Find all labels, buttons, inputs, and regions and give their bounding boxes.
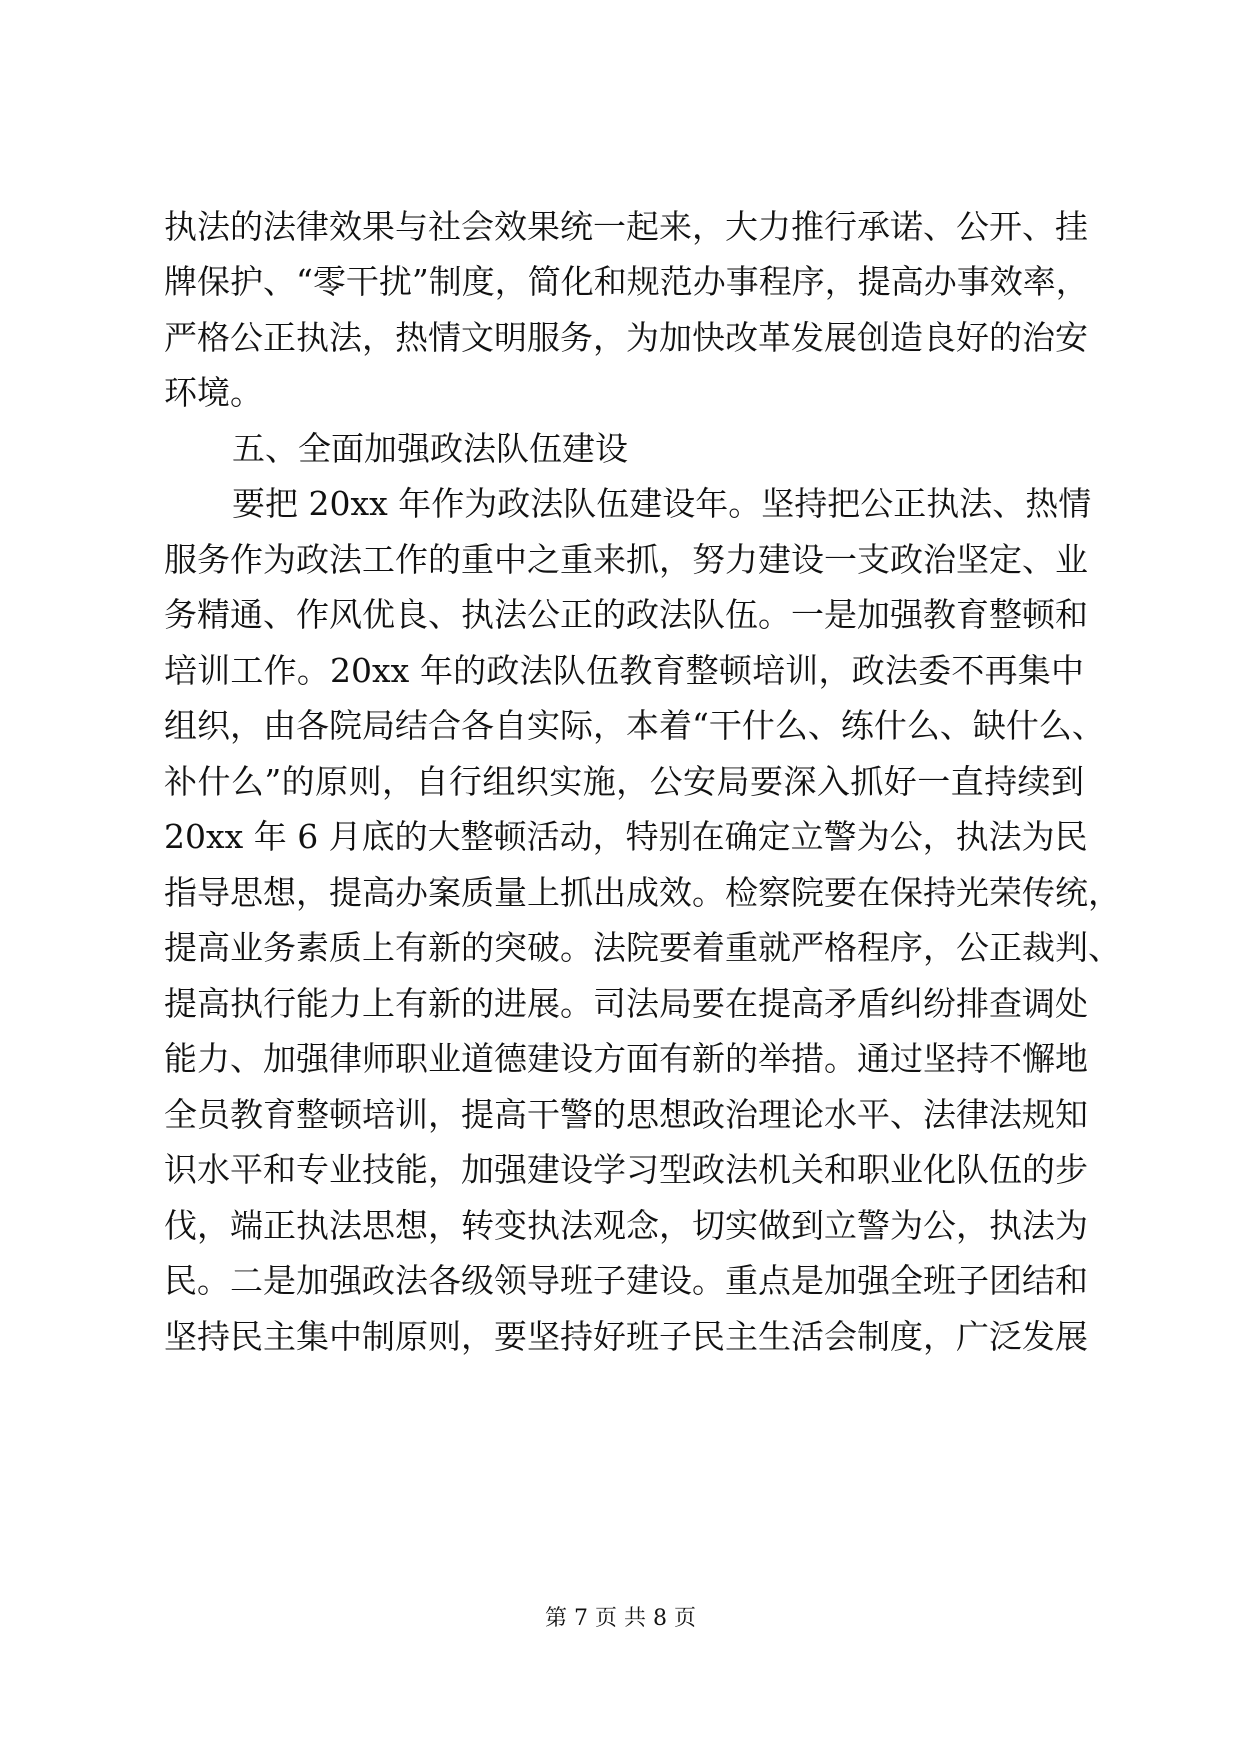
body-text-line: 服务作为政法工作的重中之重来抓，努力建设一支政治坚定、业 (164, 540, 1088, 579)
body-text-line: 伐，端正执法思想，转变执法观念，切实做到立警为公，执法为 (164, 1206, 1088, 1245)
body-text-line: 组织，由各院局结合各自实际，本着“干什么、练什么、缺什么、 (164, 706, 1105, 745)
page-footer: 第 7 页 共 8 页 (545, 1606, 696, 1631)
body-text-line: 民。二是加强政法各级领导班子建设。重点是加强全班子团结和 (164, 1261, 1088, 1300)
body-text-line: 坚持民主集中制原则，要坚持好班子民主生活会制度，广泛发展 (164, 1317, 1088, 1356)
body-text-line: 严格公正执法，热情文明服务，为加快改革发展创造良好的治安 (164, 318, 1088, 357)
body-text-line: 补什么”的原则，自行组织实施，公安局要深入抓好一直持续到 (164, 762, 1084, 801)
body-text-line: 能力、加强律师职业道德建设方面有新的举措。通过坚持不懈地 (164, 1039, 1088, 1078)
body-text-line: 牌保护、“零干扰”制度，简化和规范办事程序，提高办事效率， (164, 262, 1089, 301)
body-text-line: 20xx 年 6 月底的大整顿活动，特别在确定立警为公，执法为民 (164, 817, 1088, 856)
body-text-line: 环境。 (164, 373, 263, 412)
body-text-line: 务精通、作风优良、执法公正的政法队伍。一是加强教育整顿和 (164, 595, 1088, 634)
body-text-line: 识水平和专业技能，加强建设学习型政法机关和职业化队伍的步 (164, 1150, 1088, 1189)
body-text-line: 执法的法律效果与社会效果统一起来，大力推行承诺、公开、挂 (164, 207, 1088, 246)
body-text-line: 提高执行能力上有新的进展。司法局要在提高矛盾纠纷排查调处 (164, 984, 1088, 1023)
body-text-line: 全员教育整顿培训，提高干警的思想政治理论水平、法律法规知 (164, 1095, 1088, 1134)
body-text-line: 指导思想，提高办案质量上抓出成效。检察院要在保持光荣传统， (164, 873, 1121, 912)
body-text-line: 要把 20xx 年作为政法队伍建设年。坚持把公正执法、热情 (232, 484, 1092, 523)
body-text-line: 提高业务素质上有新的突破。法院要着重就严格程序，公正裁判、 (164, 928, 1121, 967)
body-text-line: 培训工作。20xx 年的政法队伍教育整顿培训，政法委不再集中 (164, 651, 1084, 690)
section-heading: 五、全面加强政法队伍建设 (232, 429, 628, 468)
